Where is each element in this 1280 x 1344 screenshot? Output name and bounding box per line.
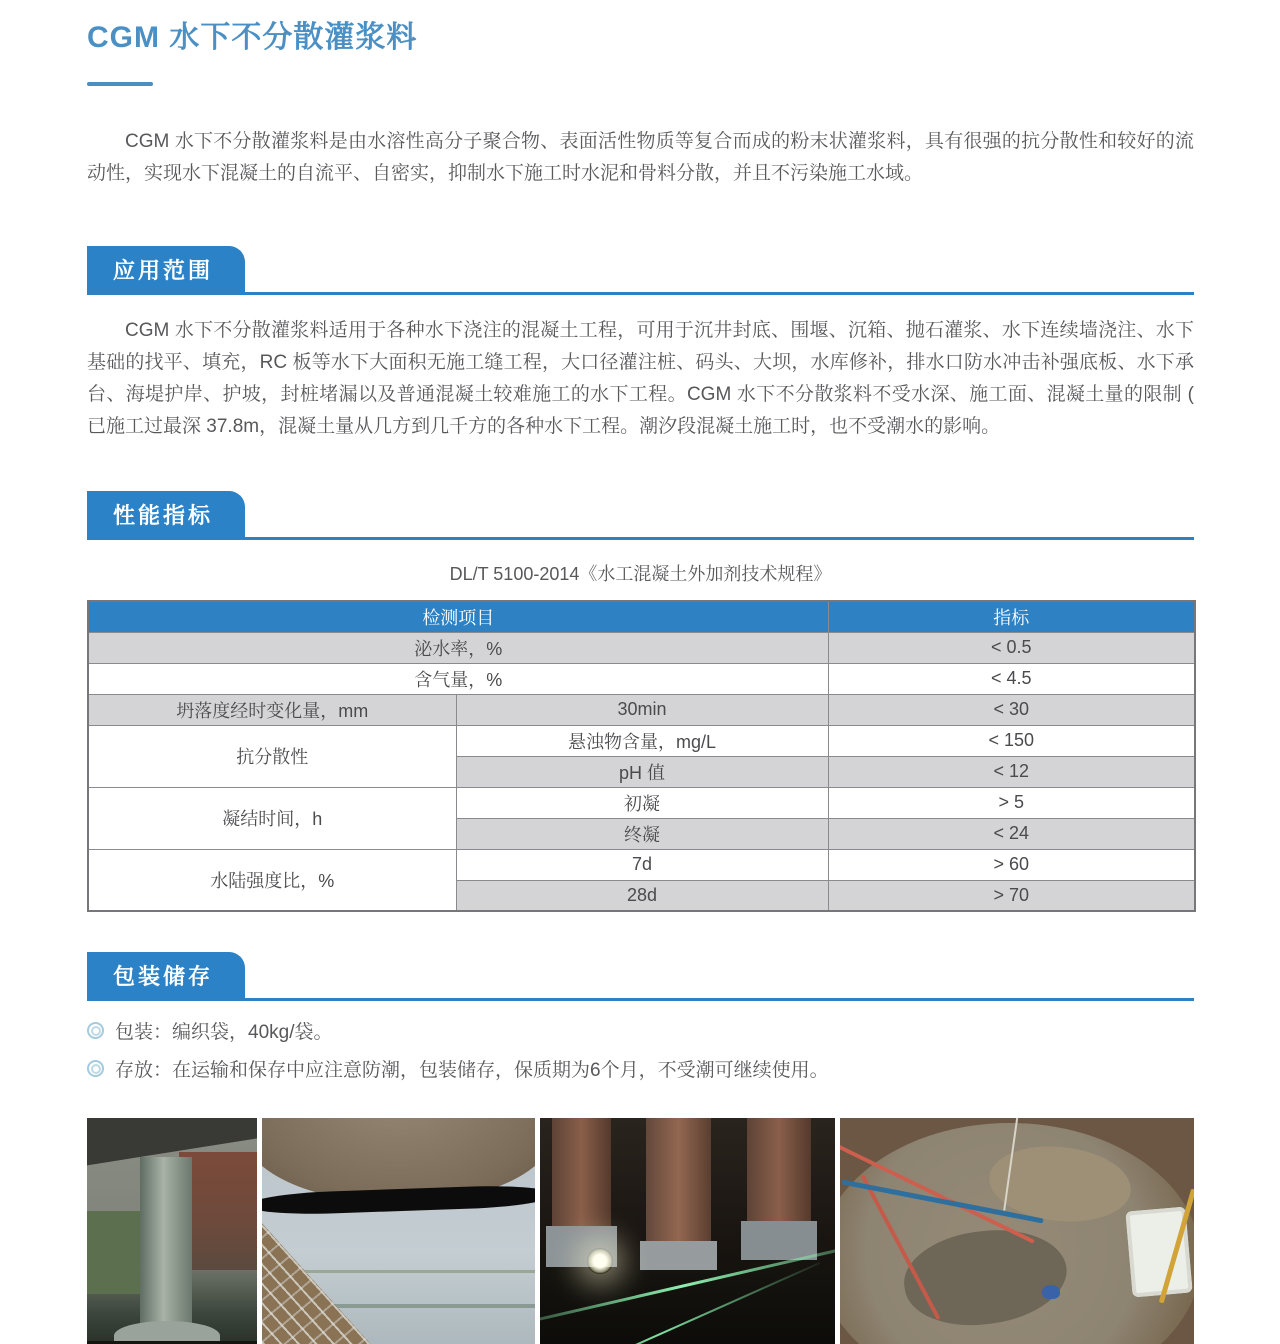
pier-collar-shape [741, 1221, 818, 1260]
row-sub: 7d [456, 849, 828, 880]
blue-helmet-shape [1042, 1285, 1060, 1299]
row-label: 坍落度经时变化量，mm [88, 694, 456, 725]
page-title: CGM 水下不分散灌浆料 [87, 21, 418, 54]
group-label: 抗分散性 [88, 725, 456, 787]
group-label: 凝结时间，h [88, 787, 456, 849]
packaging-bullets [87, 1017, 1194, 1082]
row-value: < 30 [828, 694, 1195, 725]
worklight-glow-shape [587, 1248, 613, 1274]
row-sub: 28d [456, 880, 828, 911]
row-label: 含气量，% [88, 663, 828, 694]
row-label: 泌水率，% [88, 632, 828, 663]
row-value: < 0.5 [828, 632, 1195, 663]
table-header-row [88, 601, 1195, 632]
section-badge-performance: 性能指标 [87, 491, 245, 537]
row-value: > 70 [828, 880, 1195, 911]
photo-night-piers-laser [540, 1118, 835, 1344]
section-badge-application: 应用范围 [87, 246, 245, 292]
section-header-packaging [87, 952, 1194, 1001]
row-sub: 30min [456, 694, 828, 725]
table-row [88, 849, 1195, 880]
header-cell-item: 检测项目 [88, 601, 828, 632]
bullet-text: 存放：在运输和保存中应注意防潮，包装储存，保质期为6个月，不受潮可继续使用。 [115, 1060, 829, 1081]
water-shape [87, 1211, 141, 1294]
row-sub: pH 值 [456, 756, 828, 787]
row-sub: 终凝 [456, 818, 828, 849]
bullet-text: 包装：编织袋，40kg/袋。 [115, 1022, 333, 1043]
performance-table [87, 600, 1196, 912]
title-underline [87, 82, 153, 86]
section-badge-packaging: 包装储存 [87, 952, 245, 998]
row-value: < 12 [828, 756, 1195, 787]
pier-column-shape [646, 1118, 711, 1250]
group-label: 水陆强度比，% [88, 849, 456, 911]
photo-caisson-mud-pit [840, 1118, 1194, 1344]
gap-band-shape [262, 1184, 535, 1217]
photo-pier-repair [87, 1118, 257, 1344]
standard-reference: DL/T 5100-2014《水工混凝土外加剂技术规程》 [449, 564, 832, 584]
section-header-performance [87, 491, 1194, 540]
row-value: < 150 [828, 725, 1195, 756]
application-paragraph: CGM 水下不分散灌浆料适用于各种水下浇注的混凝土工程，可用于沉井封底、围堰、沉箱、抛石灌浆、水下连续墙浇注、水下基础的找平、填充，RC 板等水下大面积无施工缝工程，大口径灌注桩、码头、大坝，水库修补，排水口防水冲击补强底板、水下承台、海堤护岸、护坡，封桩堵漏以及普通混凝土较难施工的水下工程。CGM 水下不分散浆料不受水深、施工面、混凝土量的限制 ( 已施工过最深 37.8m，混凝土量从几方到几千方的各种水下工程。潮汐段混凝土施工时，也不受潮水的影响。 [87, 320, 1194, 437]
pier-column-shape [140, 1157, 193, 1333]
double-ring-bullet-icon [87, 1060, 104, 1077]
row-value: > 5 [828, 787, 1195, 818]
header-cell-value: 指标 [828, 601, 1195, 632]
row-value: < 24 [828, 818, 1195, 849]
content-column [87, 0, 1194, 1344]
double-ring-bullet-icon [87, 1022, 104, 1039]
table-row [88, 663, 1195, 694]
row-value: > 60 [828, 849, 1195, 880]
photo-pile-casing-closeup [262, 1118, 535, 1344]
row-sub: 悬浊物含量，mg/L [456, 725, 828, 756]
intro-paragraph: CGM 水下不分散灌浆料是由水溶性高分子聚合物、表面活性物质等复合而成的粉末状灌浆料，具有很强的抗分散性和较好的流动性，实现水下混凝土的自流平、自密实，抑制水下施工时水泥和骨料分散，并且不污染施工水域。 [87, 131, 1194, 184]
row-value: < 4.5 [828, 663, 1195, 694]
table-row [88, 787, 1195, 818]
list-item [87, 1017, 1194, 1044]
table-row [88, 632, 1195, 663]
row-sub: 初凝 [456, 787, 828, 818]
section-header-application [87, 246, 1194, 295]
mesh-shape [262, 1211, 388, 1344]
project-photo-strip [87, 1118, 1194, 1344]
table-row [88, 725, 1195, 756]
pier-column-shape [747, 1118, 812, 1231]
list-item [87, 1055, 1194, 1082]
table-row [88, 694, 1195, 725]
pier-column-shape [552, 1118, 611, 1236]
